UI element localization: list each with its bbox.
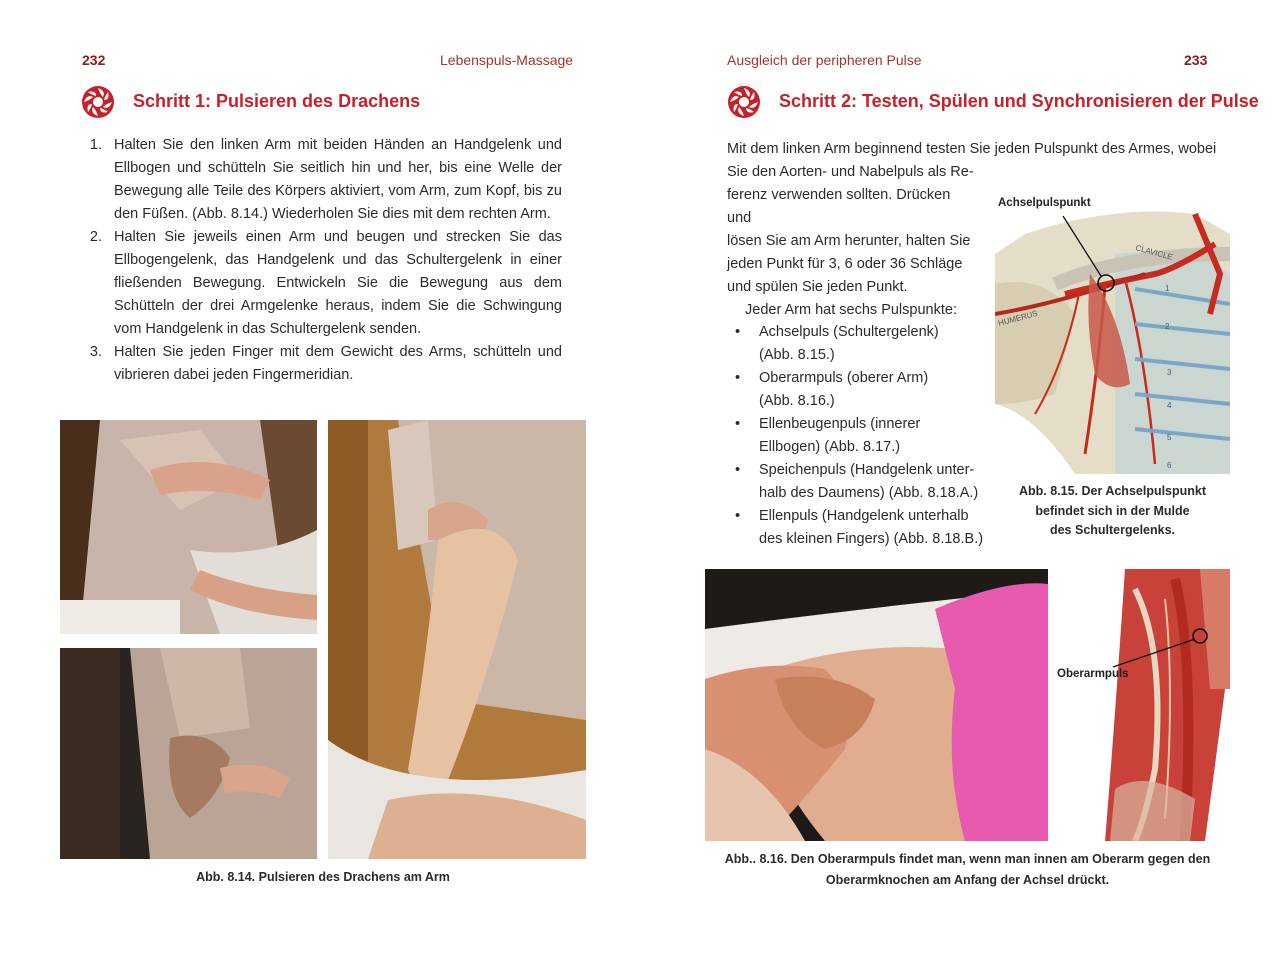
anatomy-shoulder-illustration (995, 194, 1230, 474)
rib-number-2: 2 (1165, 322, 1170, 331)
right-intro-first-line: Mit dem linken Arm beginnend testen Sie jeden Pulspunkt des Armes, wobei (727, 141, 1217, 157)
rib-number-4: 4 (1167, 401, 1172, 410)
photo-finger-shake (60, 648, 317, 859)
list-item: • Speichenpuls (Handgelenk unter- halb des Daumens) (Abb. 8.18.A.) (735, 462, 979, 501)
left-steps (82, 134, 562, 387)
list-item: • Achselpuls (Schultergelenk) (Abb. 8.15.) (735, 324, 939, 363)
figure-8-15-caption: Abb. 8.15. Der Achselpulspunkt befindet sich in der Mulde des Schultergelenks. (1018, 484, 1207, 537)
brachial-pulse-label: Oberarmpuls (1057, 668, 1129, 680)
photo-upper-arm-pulse (705, 569, 1048, 841)
anatomy-upper-arm-illustration (1105, 569, 1230, 841)
left-caption: Abb. 8.14. Pulsieren des Drachens am Arm (196, 870, 450, 884)
figure-8-16-caption: Abb.. 8.16. Den Oberarmpuls findet man, wenn man innen am Oberarm gegen den Oberarmknochen am Anfang der Achsel drückt. (724, 852, 1211, 887)
step-item-2: 2. Halten Sie jeweils einen Arm und beugen und strecken Sie das Ellbogengelenk, das Handgelenk und das Schultergelenk in einer fließenden Bewegung. Entwickeln Sie die Bewegung aus dem Schütteln der drei Armgelenke heraus, indem Sie die Schwingung vom Handgelenk in das Schultergelenk senden. (89, 229, 562, 337)
right-running-head: Ausgleich der peripheren Pulse (727, 52, 922, 68)
rib-number-6: 6 (1167, 461, 1172, 470)
clavicle-mark: CLAVICLE (1134, 243, 1174, 262)
right-intro: Sie den Aorten- und Nabelpuls als Re- ferenz verwenden sollten. Drücken und lösen Sie am Arm herunter, halten Sie jeden Punkt für 3, 6 oder 36 Schläge und spülen Sie jeden Punkt. Jeder Arm hat sechs Pulspunkte: (727, 164, 974, 318)
rib-number-3: 3 (1167, 368, 1172, 377)
step-item-1: 1. Halten Sie den linken Arm mit beiden Händen an Handgelenk und Ellbogen und schütteln Sie seitlich hin und her, bis eine Welle der Bewegung alle Teile des Körpers aktiviert, vom Arm, zum Kopf, bis zu den Füßen. (Abb. 8.14.) Wiederholen Sie dies mit dem rechten Arm. (89, 137, 562, 222)
rib-number-5: 5 (1167, 433, 1172, 442)
spiral-logo-icon (81, 85, 115, 119)
right-step-title: Schritt 2: Testen, Spülen und Synchronisieren der Pulse (779, 91, 1259, 111)
list-item: • Oberarmpuls (oberer Arm) (Abb. 8.16.) (735, 370, 929, 409)
left-page-number: 232 (82, 52, 106, 68)
spiral-logo-icon (727, 85, 761, 119)
left-step-title: Schritt 1: Pulsieren des Drachens (133, 91, 421, 111)
left-running-head: Lebenspuls-Massage (440, 52, 574, 68)
list-item: • Ellenbeugenpuls (innerer Ellbogen) (Abb. 8.17.) (735, 416, 921, 455)
step-item-3: 3. Halten Sie jeden Finger mit dem Gewicht des Arms, schütteln und vibrieren dabei jeden Fingermeridian. (89, 344, 562, 383)
rib-number-1: 1 (1165, 284, 1170, 293)
axillary-pulse-label: Achselpulspunkt (998, 197, 1091, 209)
photo-arm-shake-1 (60, 420, 317, 634)
humerus-mark: HUMERUS (997, 308, 1039, 328)
right-page-number: 233 (1184, 52, 1208, 68)
photo-arm-stretch (328, 420, 586, 859)
pulse-points-list (727, 321, 987, 551)
list-item: • Ellenpuls (Handgelenk unterhalb des kleinen Fingers) (Abb. 8.18.B.) (735, 508, 984, 547)
